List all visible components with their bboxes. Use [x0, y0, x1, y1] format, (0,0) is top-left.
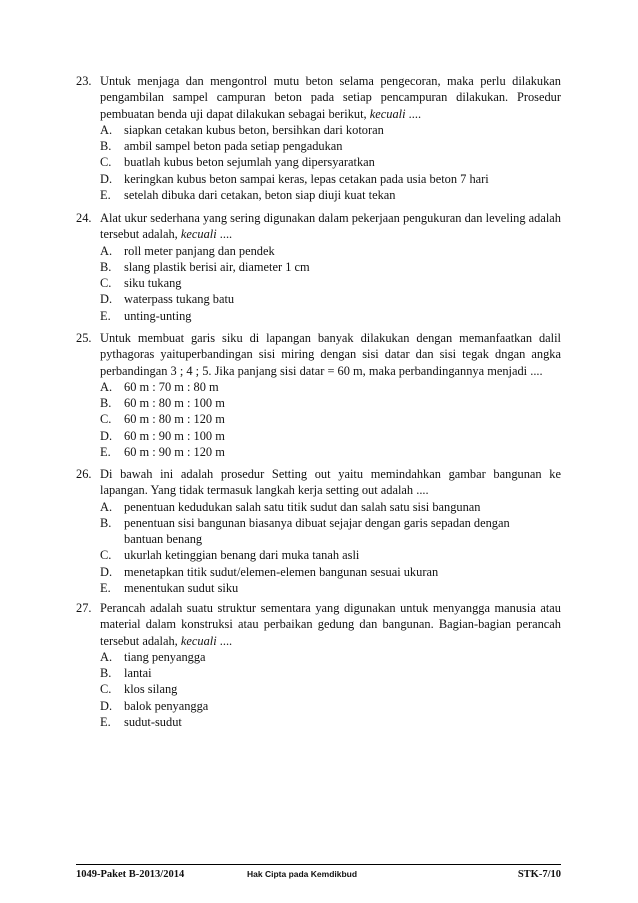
option-b: B. 60 m : 80 m : 100 m	[100, 396, 225, 411]
question-number: 25.	[76, 331, 92, 345]
question-number: 24.	[76, 211, 92, 225]
option-b: B. penentuan sisi bangunan biasanya dibuat sejajar dengan garis sepadan dengan bantuan benang	[100, 515, 510, 547]
options-list	[100, 243, 561, 324]
keyword-kecuali: kecuali	[369, 106, 406, 121]
option-d: D. menetapkan titik sudut/elemen-elemen bangunan sesuai ukuran	[100, 564, 439, 579]
option-d: D. keringkan kubus beton sampai keras, lepas cetakan pada usia beton 7 hari	[100, 171, 489, 186]
option-a: A. 60 m : 70 m : 80 m	[100, 379, 219, 394]
question-24	[76, 210, 561, 324]
option-c: C. 60 m : 80 m : 120 m	[100, 412, 225, 427]
options-list	[100, 499, 561, 597]
footer-package-code: 1049-Paket B-2013/2014	[76, 869, 185, 880]
option-e: E. unting-unting	[100, 308, 192, 323]
question-text: Untuk menjaga dan mengontrol mutu beton selama pengecoran, maka perlu dilakukan pengambilan sampel campuran beton pada setiap pencampuran dilakukan. Prosedur pembuatan benda uji dapat dilakukan sebagai berikut, kecuali ....	[100, 74, 561, 121]
keyword-kecuali: kecuali	[180, 633, 217, 648]
option-e: E. menentukan sudut siku	[100, 581, 239, 596]
option-b: B. lantai	[100, 666, 152, 681]
options-list	[100, 649, 561, 730]
options-list	[100, 379, 561, 460]
option-d: D. balok penyangga	[100, 698, 209, 713]
question-text: Perancah adalah suatu struktur sementara yang digunakan untuk menyangga manusia atau material dalam konstruksi atau perbaikan gedung dan bangunan. Bagian-bagian perancah tersebut adalah, kecuali ....	[100, 601, 561, 648]
page-footer	[76, 864, 561, 881]
question-text: Alat ukur sederhana yang sering digunakan dalam pekerjaan pengukuran dan leveling adalah tersebut adalah, kecuali ....	[100, 211, 561, 242]
option-e: E. sudut-sudut	[100, 715, 182, 730]
option-c: C. klos silang	[100, 682, 178, 697]
option-e: E. 60 m : 90 m : 120 m	[100, 445, 225, 460]
question-26	[76, 466, 561, 596]
question-text: Di bawah ini adalah prosedur Setting out yaitu memindahkan gambar bangunan ke lapangan. Yang tidak termasuk langkah kerja setting out adalah ....	[100, 467, 561, 498]
option-a: A. siapkan cetakan kubus beton, bersihkan dari kotoran	[100, 122, 384, 137]
options-list	[100, 122, 561, 203]
question-25	[76, 330, 561, 460]
footer-copyright: Hak Cipta pada Kemdikbud	[247, 869, 358, 879]
option-c: C. siku tukang	[100, 276, 182, 291]
option-e: E. setelah dibuka dari cetakan, beton siap diuji kuat tekan	[100, 188, 396, 203]
question-number: 23.	[76, 74, 92, 88]
option-a: A. penentuan kedudukan salah satu titik sudut dan salah satu sisi bangunan	[100, 499, 481, 514]
option-b: B. ambil sampel beton pada setiap pengadukan	[100, 139, 343, 154]
option-b: B. slang plastik berisi air, diameter 1 cm	[100, 259, 310, 274]
option-a: A. roll meter panjang dan pendek	[100, 243, 275, 258]
question-23	[76, 73, 561, 203]
option-d: D. 60 m : 90 m : 100 m	[100, 428, 225, 443]
question-text: Untuk membuat garis siku di lapangan banyak dilakukan dengan memanfaatkan dalil pythagoras yaituperbandingan sisi miring dengan sisi datar dan sisi tegak dngan angka perbandingan 3 ; 4 ; 5. Jika panjang sisi datar = 60 m, maka perbandingannya menjadi ....	[100, 331, 561, 378]
option-c: C. buatlah kubus beton sejumlah yang dipersyaratkan	[100, 155, 375, 170]
option-c: C. ukurlah ketinggian benang dari muka tanah asli	[100, 548, 360, 563]
question-number: 27.	[76, 601, 92, 615]
option-d: D. waterpass tukang batu	[100, 292, 235, 307]
option-a: A. tiang penyangga	[100, 649, 206, 664]
keyword-kecuali: kecuali	[180, 227, 217, 242]
question-27	[76, 600, 561, 730]
footer-page-number: STK-7/10	[517, 869, 561, 880]
question-number: 26.	[76, 467, 92, 481]
